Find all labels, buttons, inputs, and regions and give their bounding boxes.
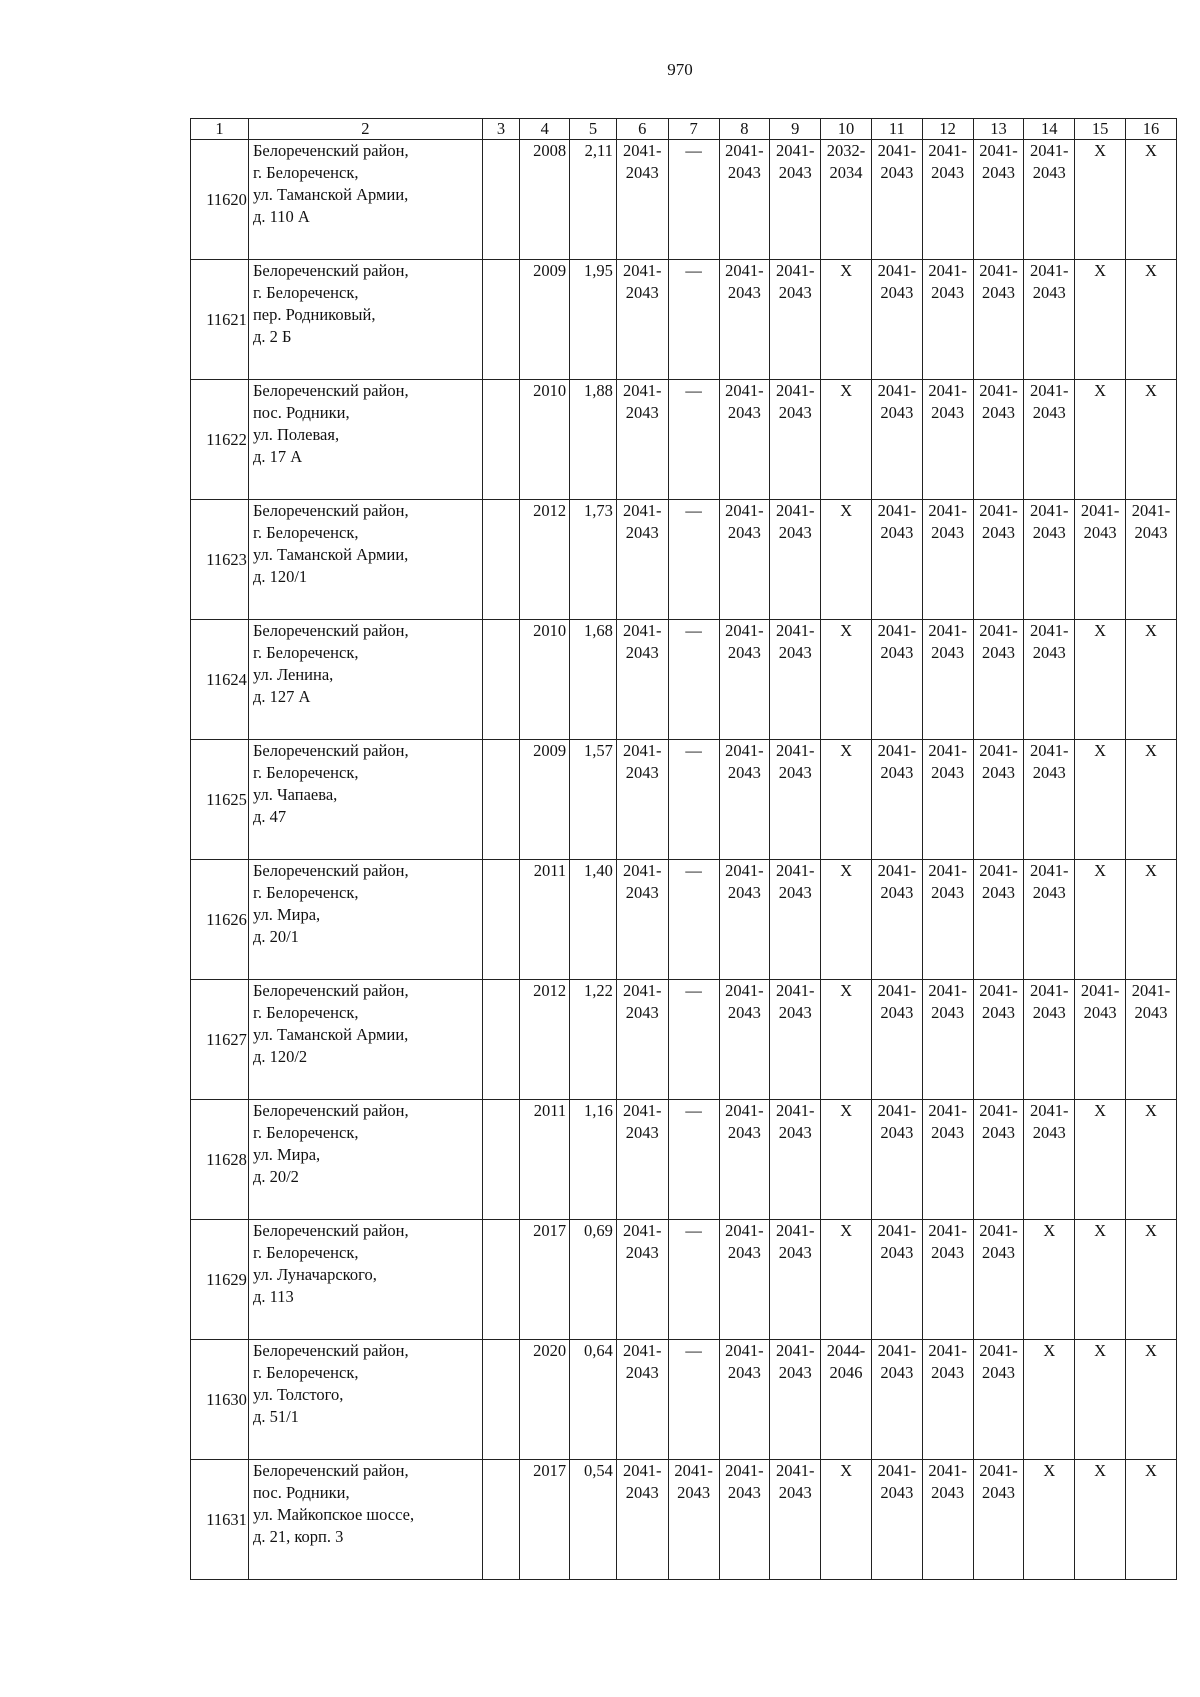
value-cell-16: X [1126,260,1177,380]
value-cell-4: 2011 [520,1100,570,1220]
value-cell-4: 2009 [520,260,570,380]
address-cell: Белореченский район, г. Белореченск, ул. Мира, д. 20/1 [248,860,482,980]
row-number-cell: 11629 [191,1220,249,1340]
address-cell: Белореченский район, г. Белореченск, ул. Чапаева, д. 47 [248,740,482,860]
value-cell-10: X [821,1220,872,1340]
value-cell-16: X [1126,1340,1177,1460]
table-body [191,140,1177,1580]
value-cell-13: 2041- 2043 [973,980,1024,1100]
table-row [191,500,1177,620]
value-cell-14: 2041- 2043 [1024,140,1075,260]
value-cell-9: 2041- 2043 [770,740,821,860]
column-header-2: 2 [248,119,482,140]
value-cell-16: X [1126,620,1177,740]
column-header-5: 5 [570,119,617,140]
value-cell-6: 2041- 2043 [616,1100,668,1220]
value-cell-16: 2041- 2043 [1126,980,1177,1100]
address-cell: Белореченский район, г. Белореченск, ул. Луначарского, д. 113 [248,1220,482,1340]
value-cell-12: 2041- 2043 [922,740,973,860]
value-cell-8: 2041- 2043 [719,620,770,740]
address-cell: Белореченский район, пос. Родники, ул. Полевая, д. 17 А [248,380,482,500]
value-cell-6: 2041- 2043 [616,260,668,380]
column-header-12: 12 [922,119,973,140]
value-cell-15: X [1075,1460,1126,1580]
header-row [191,119,1177,140]
value-cell-11: 2041- 2043 [871,140,922,260]
value-cell-13: 2041- 2043 [973,380,1024,500]
value-cell-14: 2041- 2043 [1024,380,1075,500]
page-number: 970 [667,60,693,79]
value-cell-9: 2041- 2043 [770,860,821,980]
value-cell-16: X [1126,140,1177,260]
value-cell-3 [482,1460,520,1580]
table-row [191,260,1177,380]
value-cell-8: 2041- 2043 [719,1100,770,1220]
value-cell-12: 2041- 2043 [922,980,973,1100]
value-cell-14: X [1024,1220,1075,1340]
value-cell-5: 1,73 [570,500,617,620]
value-cell-13: 2041- 2043 [973,1340,1024,1460]
address-cell: Белореченский район, г. Белореченск, ул. Таманской Армии, д. 120/2 [248,980,482,1100]
address-cell: Белореченский район, г. Белореченск, ул. Таманской Армии, д. 120/1 [248,500,482,620]
value-cell-15: 2041- 2043 [1075,980,1126,1100]
row-number-cell: 11624 [191,620,249,740]
value-cell-15: X [1075,740,1126,860]
row-number-cell: 11626 [191,860,249,980]
value-cell-5: 1,88 [570,380,617,500]
row-number-cell: 11625 [191,740,249,860]
value-cell-10: X [821,380,872,500]
row-number-cell: 11631 [191,1460,249,1580]
value-cell-8: 2041- 2043 [719,140,770,260]
value-cell-15: X [1075,620,1126,740]
value-cell-6: 2041- 2043 [616,980,668,1100]
value-cell-14: 2041- 2043 [1024,860,1075,980]
value-cell-4: 2020 [520,1340,570,1460]
value-cell-15: 2041- 2043 [1075,500,1126,620]
value-cell-7: — [668,140,719,260]
value-cell-7: — [668,620,719,740]
value-cell-13: 2041- 2043 [973,260,1024,380]
address-cell: Белореченский район, г. Белореченск, ул. Толстого, д. 51/1 [248,1340,482,1460]
value-cell-15: X [1075,380,1126,500]
column-header-4: 4 [520,119,570,140]
value-cell-11: 2041- 2043 [871,1220,922,1340]
value-cell-9: 2041- 2043 [770,140,821,260]
value-cell-8: 2041- 2043 [719,380,770,500]
value-cell-8: 2041- 2043 [719,1460,770,1580]
value-cell-11: 2041- 2043 [871,1100,922,1220]
value-cell-9: 2041- 2043 [770,260,821,380]
value-cell-5: 0,54 [570,1460,617,1580]
value-cell-4: 2017 [520,1460,570,1580]
value-cell-8: 2041- 2043 [719,860,770,980]
value-cell-12: 2041- 2043 [922,1220,973,1340]
value-cell-4: 2012 [520,500,570,620]
value-cell-3 [482,1100,520,1220]
value-cell-14: 2041- 2043 [1024,620,1075,740]
row-number-cell: 11620 [191,140,249,260]
value-cell-14: X [1024,1340,1075,1460]
value-cell-3 [482,620,520,740]
value-cell-13: 2041- 2043 [973,1220,1024,1340]
value-cell-4: 2010 [520,620,570,740]
value-cell-5: 1,40 [570,860,617,980]
value-cell-6: 2041- 2043 [616,1460,668,1580]
value-cell-3 [482,1340,520,1460]
value-cell-12: 2041- 2043 [922,620,973,740]
value-cell-4: 2008 [520,140,570,260]
value-cell-15: X [1075,860,1126,980]
value-cell-16: X [1126,1220,1177,1340]
value-cell-9: 2041- 2043 [770,1340,821,1460]
value-cell-9: 2041- 2043 [770,620,821,740]
value-cell-7: — [668,260,719,380]
row-number-cell: 11622 [191,380,249,500]
row-number-cell: 11630 [191,1340,249,1460]
value-cell-3 [482,500,520,620]
address-cell: Белореченский район, г. Белореченск, ул. Таманской Армии, д. 110 А [248,140,482,260]
address-cell: Белореченский район, г. Белореченск, пер. Родниковый, д. 2 Б [248,260,482,380]
value-cell-10: 2044- 2046 [821,1340,872,1460]
column-header-15: 15 [1075,119,1126,140]
row-number-cell: 11627 [191,980,249,1100]
table-row [191,1220,1177,1340]
value-cell-10: X [821,500,872,620]
address-cell: Белореченский район, г. Белореченск, ул. Мира, д. 20/2 [248,1100,482,1220]
table-row [191,1340,1177,1460]
value-cell-4: 2011 [520,860,570,980]
value-cell-3 [482,980,520,1100]
value-cell-3 [482,740,520,860]
value-cell-16: X [1126,860,1177,980]
value-cell-6: 2041- 2043 [616,140,668,260]
table-row [191,380,1177,500]
value-cell-8: 2041- 2043 [719,740,770,860]
value-cell-6: 2041- 2043 [616,620,668,740]
value-cell-3 [482,140,520,260]
address-cell: Белореченский район, пос. Родники, ул. Майкопское шоссе, д. 21, корп. 3 [248,1460,482,1580]
value-cell-6: 2041- 2043 [616,740,668,860]
value-cell-5: 0,64 [570,1340,617,1460]
column-header-11: 11 [871,119,922,140]
value-cell-9: 2041- 2043 [770,980,821,1100]
value-cell-10: X [821,1100,872,1220]
value-cell-12: 2041- 2043 [922,140,973,260]
value-cell-15: X [1075,140,1126,260]
table-row [191,1460,1177,1580]
value-cell-13: 2041- 2043 [973,740,1024,860]
column-header-14: 14 [1024,119,1075,140]
value-cell-10: X [821,620,872,740]
value-cell-13: 2041- 2043 [973,1460,1024,1580]
value-cell-9: 2041- 2043 [770,380,821,500]
value-cell-9: 2041- 2043 [770,1220,821,1340]
value-cell-11: 2041- 2043 [871,1340,922,1460]
value-cell-6: 2041- 2043 [616,860,668,980]
value-cell-12: 2041- 2043 [922,1340,973,1460]
value-cell-12: 2041- 2043 [922,380,973,500]
value-cell-15: X [1075,1100,1126,1220]
value-cell-14: 2041- 2043 [1024,740,1075,860]
value-cell-16: X [1126,1460,1177,1580]
value-cell-10: X [821,860,872,980]
value-cell-5: 1,95 [570,260,617,380]
value-cell-11: 2041- 2043 [871,620,922,740]
value-cell-3 [482,860,520,980]
value-cell-10: X [821,1460,872,1580]
value-cell-5: 1,16 [570,1100,617,1220]
value-cell-15: X [1075,1340,1126,1460]
value-cell-7: 2041- 2043 [668,1460,719,1580]
value-cell-5: 2,11 [570,140,617,260]
row-number-cell: 11621 [191,260,249,380]
value-cell-14: 2041- 2043 [1024,980,1075,1100]
value-cell-7: — [668,740,719,860]
value-cell-9: 2041- 2043 [770,1460,821,1580]
value-cell-5: 1,68 [570,620,617,740]
value-cell-7: — [668,860,719,980]
value-cell-11: 2041- 2043 [871,1460,922,1580]
value-cell-7: — [668,1100,719,1220]
value-cell-8: 2041- 2043 [719,500,770,620]
column-header-16: 16 [1126,119,1177,140]
value-cell-14: 2041- 2043 [1024,260,1075,380]
value-cell-10: 2032- 2034 [821,140,872,260]
column-header-13: 13 [973,119,1024,140]
column-header-1: 1 [191,119,249,140]
value-cell-12: 2041- 2043 [922,1100,973,1220]
row-number-cell: 11623 [191,500,249,620]
value-cell-6: 2041- 2043 [616,380,668,500]
value-cell-10: X [821,980,872,1100]
value-cell-13: 2041- 2043 [973,1100,1024,1220]
table-row [191,140,1177,260]
row-number-cell: 11628 [191,1100,249,1220]
value-cell-12: 2041- 2043 [922,260,973,380]
value-cell-3 [482,260,520,380]
value-cell-8: 2041- 2043 [719,1220,770,1340]
table-row [191,740,1177,860]
table-row [191,1100,1177,1220]
column-header-10: 10 [821,119,872,140]
value-cell-7: — [668,1220,719,1340]
value-cell-5: 1,57 [570,740,617,860]
value-cell-10: X [821,260,872,380]
table-row [191,860,1177,980]
value-cell-13: 2041- 2043 [973,620,1024,740]
value-cell-13: 2041- 2043 [973,140,1024,260]
column-header-6: 6 [616,119,668,140]
value-cell-11: 2041- 2043 [871,980,922,1100]
schedule-table [190,118,1177,1580]
value-cell-14: 2041- 2043 [1024,1100,1075,1220]
value-cell-8: 2041- 2043 [719,260,770,380]
column-header-7: 7 [668,119,719,140]
value-cell-5: 1,22 [570,980,617,1100]
value-cell-15: X [1075,1220,1126,1340]
column-header-8: 8 [719,119,770,140]
value-cell-13: 2041- 2043 [973,500,1024,620]
value-cell-6: 2041- 2043 [616,1220,668,1340]
value-cell-4: 2012 [520,980,570,1100]
value-cell-7: — [668,980,719,1100]
value-cell-7: — [668,500,719,620]
value-cell-11: 2041- 2043 [871,380,922,500]
value-cell-16: X [1126,1100,1177,1220]
value-cell-12: 2041- 2043 [922,1460,973,1580]
table-row [191,620,1177,740]
value-cell-4: 2010 [520,380,570,500]
column-header-3: 3 [482,119,520,140]
value-cell-8: 2041- 2043 [719,1340,770,1460]
value-cell-7: — [668,380,719,500]
value-cell-10: X [821,740,872,860]
value-cell-16: 2041- 2043 [1126,500,1177,620]
value-cell-12: 2041- 2043 [922,860,973,980]
value-cell-11: 2041- 2043 [871,260,922,380]
table-row [191,980,1177,1100]
value-cell-6: 2041- 2043 [616,1340,668,1460]
value-cell-6: 2041- 2043 [616,500,668,620]
value-cell-3 [482,1220,520,1340]
value-cell-7: — [668,1340,719,1460]
table-header [191,119,1177,140]
value-cell-14: X [1024,1460,1075,1580]
value-cell-5: 0,69 [570,1220,617,1340]
value-cell-14: 2041- 2043 [1024,500,1075,620]
value-cell-3 [482,380,520,500]
column-header-9: 9 [770,119,821,140]
value-cell-11: 2041- 2043 [871,740,922,860]
value-cell-12: 2041- 2043 [922,500,973,620]
value-cell-9: 2041- 2043 [770,500,821,620]
value-cell-8: 2041- 2043 [719,980,770,1100]
value-cell-11: 2041- 2043 [871,500,922,620]
value-cell-16: X [1126,740,1177,860]
value-cell-4: 2009 [520,740,570,860]
value-cell-4: 2017 [520,1220,570,1340]
value-cell-15: X [1075,260,1126,380]
address-cell: Белореченский район, г. Белореченск, ул. Ленина, д. 127 А [248,620,482,740]
value-cell-11: 2041- 2043 [871,860,922,980]
value-cell-16: X [1126,380,1177,500]
value-cell-9: 2041- 2043 [770,1100,821,1220]
value-cell-13: 2041- 2043 [973,860,1024,980]
